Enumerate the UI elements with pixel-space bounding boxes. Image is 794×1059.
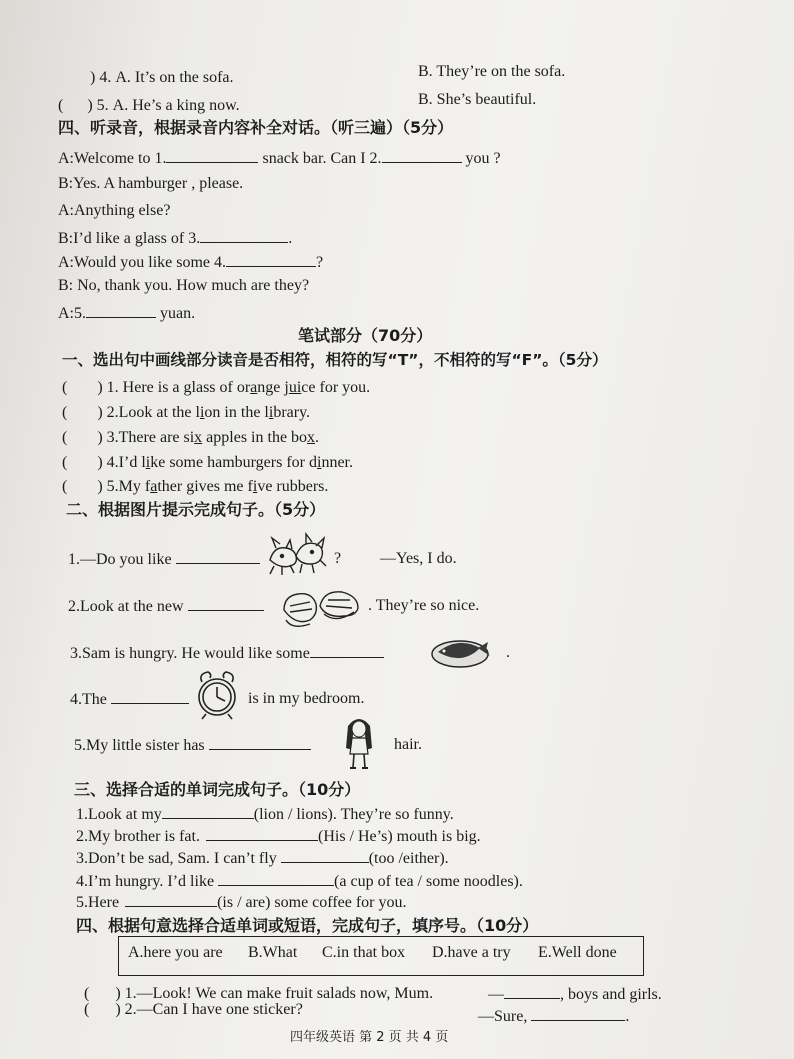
written-part-title: 笔试部分（70分） <box>298 326 433 345</box>
sec2-item-1: 1.—Do you like <box>68 549 260 570</box>
page-footer: 四年级英语 第 2 页 共 4 页 <box>290 1030 449 1045</box>
answer-blank[interactable] <box>226 252 316 267</box>
answer-blank[interactable] <box>206 826 318 841</box>
sec2-item-3: 3.Sam is hungry. He would like some <box>70 643 384 664</box>
sec4-item-2: ( ) 2.—Can I have one sticker? <box>84 1001 303 1018</box>
answer-blank[interactable] <box>531 1006 625 1021</box>
answer-blank[interactable] <box>310 643 384 658</box>
answer-blank[interactable] <box>200 228 288 243</box>
sec2-item-1-answer: —Yes, I do. <box>380 550 457 567</box>
dialog-line-5: A:Would you like some 4. ? <box>58 254 324 271</box>
sec2-item-2: 2.Look at the new <box>68 596 264 617</box>
answer-blank[interactable] <box>382 148 462 163</box>
sec3-item-5: 5.Here (is / are) some coffee for you. <box>76 894 407 911</box>
sec2-item-5: 5.My little sister has <box>74 735 311 756</box>
answer-blank[interactable] <box>176 549 260 564</box>
shoes-icon <box>280 584 362 634</box>
clock-icon <box>194 670 240 720</box>
answer-blank[interactable] <box>166 148 258 163</box>
dialog-line-1: A:Welcome to 1. snack bar. Can I 2. you ? <box>58 150 501 167</box>
word-bank-option-b: B.What <box>248 944 298 961</box>
dogs-icon <box>262 530 328 576</box>
section4-heading: 四、根据句意选择合适单词或短语，完成句子，填序号。（10分） <box>76 916 539 935</box>
section2-heading: 二、根据图片提示完成句子。（5分） <box>66 500 326 519</box>
section1-heading: 一、选出句中画线部分读音是否相符，相符的写“T”，不相符的写“F”。（5分） <box>62 351 608 369</box>
sec4-item-1-reply: — , boys and girls. <box>488 986 662 1003</box>
sec1-item-3: ( ) 3.There are six apples in the box. <box>62 429 320 446</box>
listening-q5-option-b: B. She’s beautiful. <box>418 91 537 108</box>
listening-section-heading: 四、听录音，根据录音内容补全对话。（听三遍）（5分） <box>58 118 454 137</box>
answer-blank[interactable] <box>86 303 156 318</box>
fish-icon <box>430 634 492 670</box>
word-bank-option-a: A.here you are <box>128 944 223 961</box>
sec3-item-3: 3.Don’t be sad, Sam. I can’t fly (too /either). <box>76 850 449 867</box>
dialog-line-6: B: No, thank you. How much are they? <box>58 277 310 294</box>
sec2-item-4: 4.The <box>70 689 189 710</box>
sec2-item-5-end: hair. <box>394 736 422 753</box>
sec3-item-1: 1.Look at my (lion / lions). They’re so funny. <box>76 806 454 823</box>
dialog-line-7: A:5. yuan. <box>58 305 196 322</box>
sec1-item-1: ( ) 1. Here is a glass of orange juice for you. <box>62 379 371 396</box>
answer-blank[interactable] <box>504 984 560 999</box>
sec4-item-1: ( ) 1.—Look! We can make fruit salads now, Mum. <box>84 985 434 1002</box>
sec1-item-5: ( ) 5.My father gives me five rubbers. <box>62 478 329 495</box>
answer-blank[interactable] <box>162 804 254 819</box>
dialog-line-4: B:I’d like a glass of 3. . <box>58 230 293 247</box>
girl-long-hair-icon <box>342 716 376 772</box>
sec3-item-2: 2.My brother is fat. (His / He’s) mouth is big. <box>76 828 481 845</box>
answer-blank[interactable] <box>188 596 264 611</box>
sec3-item-4: 4.I’m hungry. I’d like (a cup of tea / some noodles). <box>76 873 523 890</box>
sec2-item-2-end: . They’re so nice. <box>368 597 480 614</box>
section3-heading: 三、选择合适的单词完成句子。（10分） <box>74 780 361 799</box>
word-bank-option-d: D.have a try <box>432 944 511 961</box>
sec1-item-2: ( ) 2.Look at the lion in the library. <box>62 404 311 421</box>
sec4-item-2-reply: —Sure, . <box>478 1008 630 1025</box>
word-bank-option-c: C.in that box <box>322 944 406 961</box>
dialog-line-3: A:Anything else? <box>58 202 171 219</box>
sec2-item-4-end: is in my bedroom. <box>248 690 365 707</box>
sec1-item-4: ( ) 4.I’d like some hamburgers for dinner. <box>62 454 353 471</box>
listening-q5: ( ) 5. A. He’s a king now. <box>58 97 240 114</box>
sec2-item-3-end: . <box>506 644 510 661</box>
listening-q4: ) 4. A. It’s on the sofa. <box>90 69 234 86</box>
word-bank-option-e: E.Well done <box>538 944 617 961</box>
answer-blank[interactable] <box>125 892 217 907</box>
answer-blank[interactable] <box>218 871 334 886</box>
answer-blank[interactable] <box>209 735 311 750</box>
answer-blank[interactable] <box>281 848 369 863</box>
listening-q4-option-b: B. They’re on the sofa. <box>418 63 566 80</box>
sec2-item-1-end: ? <box>334 550 342 567</box>
answer-blank[interactable] <box>111 689 189 704</box>
dialog-line-2: B:Yes. A hamburger , please. <box>58 175 244 192</box>
